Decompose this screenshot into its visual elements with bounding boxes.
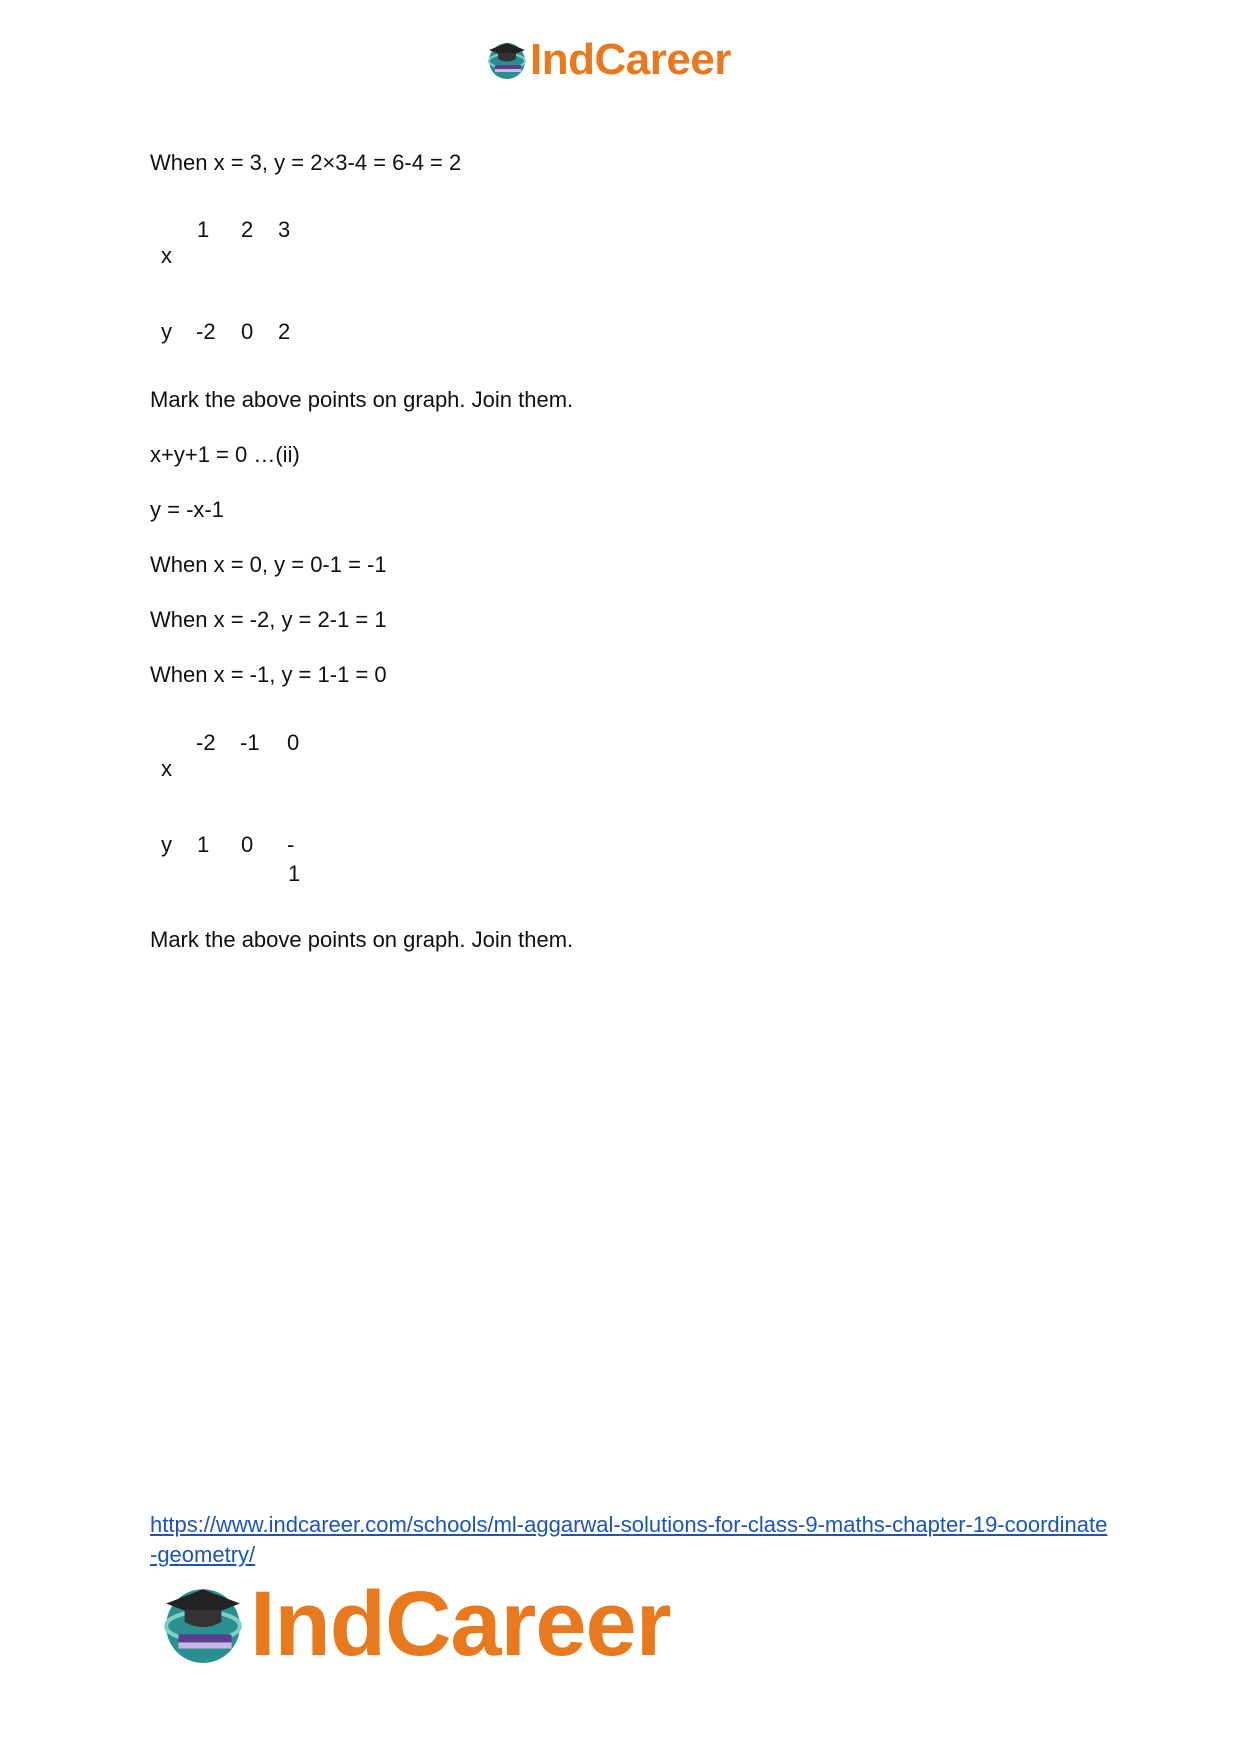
equation: x+y+1 = 0 …(ii)	[150, 442, 300, 467]
source-link[interactable]: https://www.indcareer.com/schools/ml-aggarwal-solutions-for-class-9-maths-chapter-19-coordinate-geometry/	[150, 1512, 1108, 1567]
table-cell: -2	[196, 319, 216, 344]
table-x-label: x	[161, 243, 172, 268]
graduation-globe-icon	[160, 1581, 246, 1667]
table-cell: 0	[287, 730, 300, 755]
table-cell: -	[287, 832, 295, 857]
graduation-globe-icon	[486, 39, 528, 81]
table-cell: 1	[197, 217, 210, 242]
table-cell: 2	[278, 319, 291, 344]
table-y-label: y	[161, 319, 172, 344]
table-cell: -2	[196, 730, 216, 755]
table-cell: 0	[241, 832, 254, 857]
table-cell: -1	[240, 730, 260, 755]
equation: y = -x-1	[150, 497, 224, 522]
table-x-label: x	[161, 756, 172, 781]
table-cell: 1	[197, 832, 210, 857]
table-cell: 1	[288, 861, 301, 886]
table-cell: 3	[278, 217, 291, 242]
table-cell: 0	[241, 319, 254, 344]
table-y-label: y	[161, 832, 172, 857]
paragraph: When x = 0, y = 0-1 = -1	[150, 552, 387, 577]
table-cell: 2	[241, 217, 254, 242]
paragraph: When x = 3, y = 2×3-4 = 6-4 = 2	[150, 150, 462, 175]
paragraph: Mark the above points on graph. Join them.	[150, 927, 574, 952]
header-logo	[486, 35, 731, 84]
paragraph: When x = -2, y = 2-1 = 1	[150, 607, 387, 632]
paragraph: Mark the above points on graph. Join them.	[150, 387, 574, 412]
paragraph: When x = -1, y = 1-1 = 0	[150, 662, 387, 687]
footer-logo	[160, 1573, 671, 1675]
logo-text: IndCareer	[250, 1573, 671, 1675]
logo-text: IndCareer	[530, 35, 731, 84]
